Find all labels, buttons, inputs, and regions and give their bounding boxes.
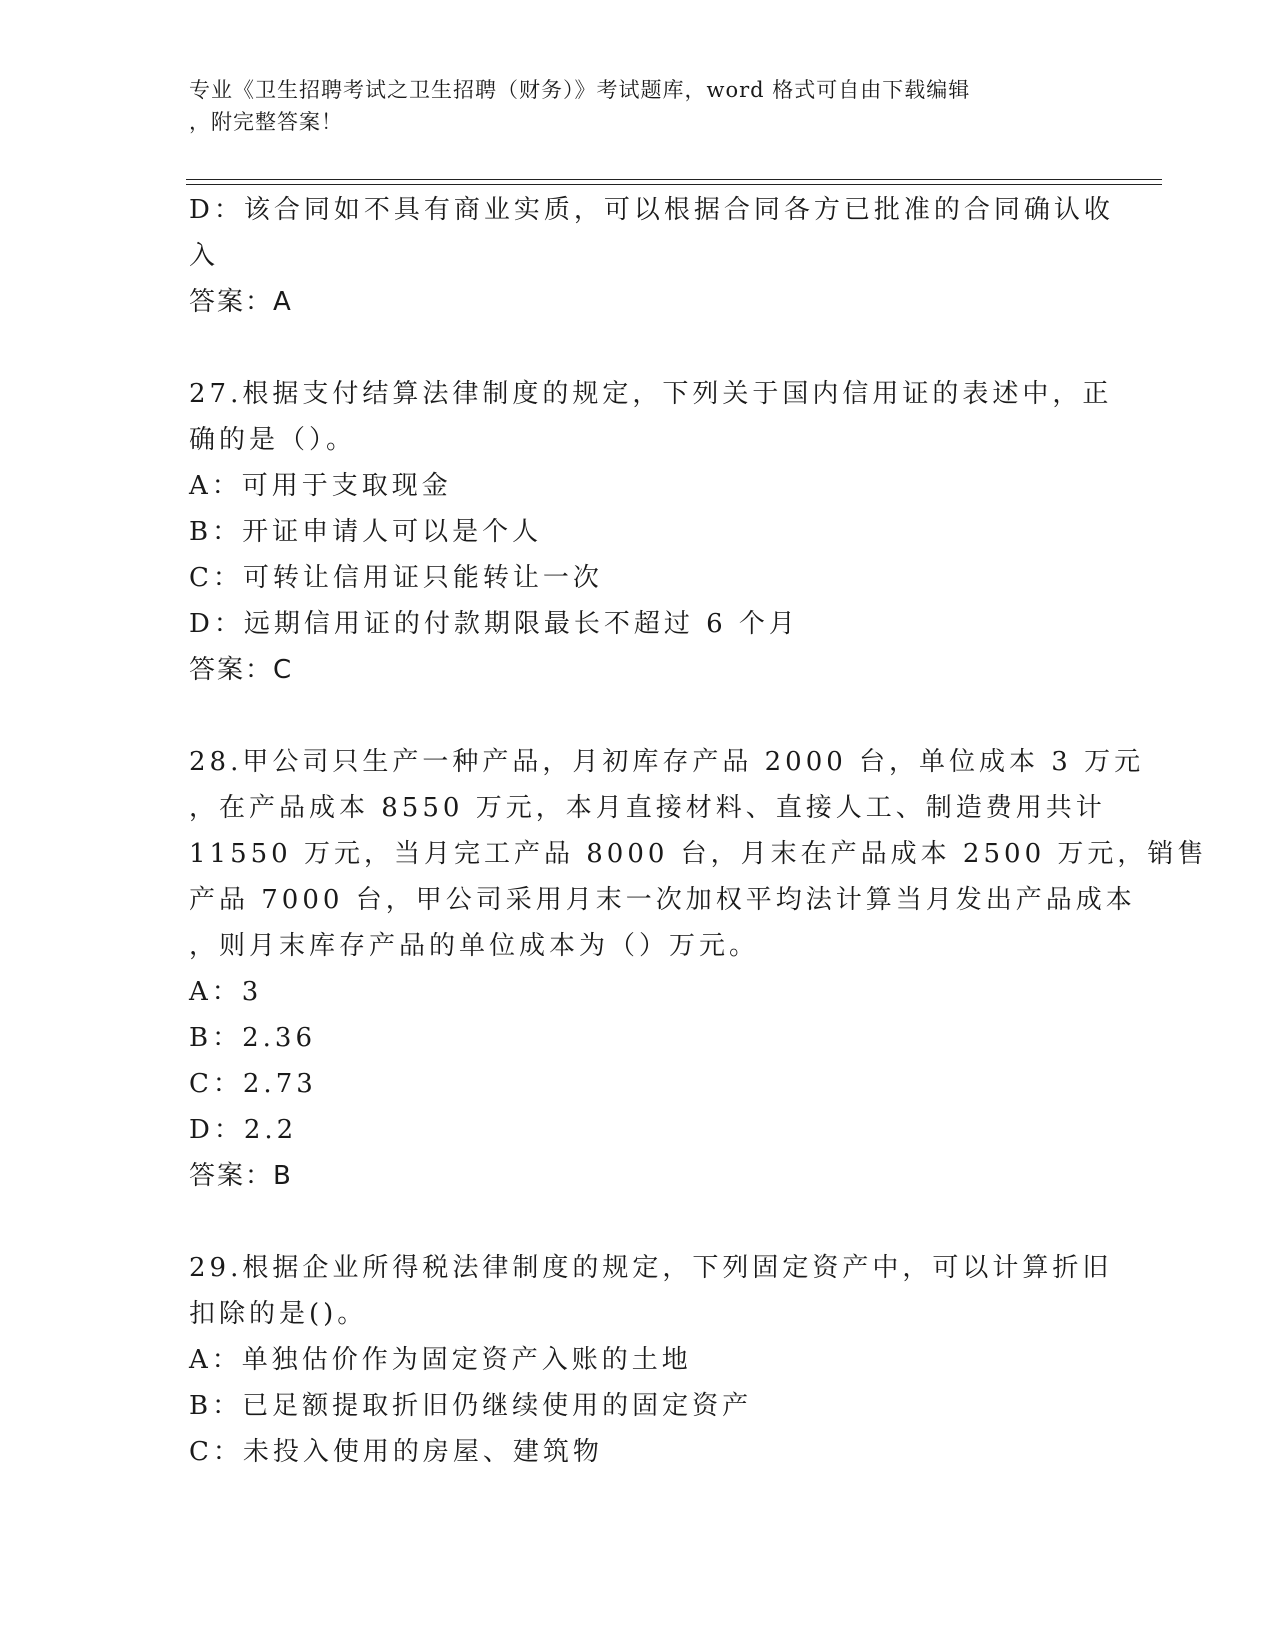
document-body (189, 187, 1208, 1475)
document-header (189, 74, 1089, 138)
question-29-option-a: A：单独估价作为固定资产入账的土地 (189, 1345, 692, 1375)
question-27-stem-line-1: 27.根据支付结算法律制度的规定，下列关于国内信用证的表述中，正 (189, 379, 1113, 409)
answer-26: 答案：A (189, 287, 293, 317)
question-29-stem-line-1: 29.根据企业所得税法律制度的规定，下列固定资产中，可以计算折旧 (189, 1253, 1113, 1283)
header-divider-top (186, 179, 1162, 180)
question-28-option-c: C：2.73 (189, 1069, 317, 1099)
answer-28: 答案：B (189, 1161, 293, 1191)
header-line-1: 专业《卫生招聘考试之卫生招聘（财务）》考试题库，word 格式可自由下载编辑 (189, 78, 971, 102)
question-28-stem-line-2: ，在产品成本 8550 万元，本月直接材料、直接人工、制造费用共计 (189, 793, 1106, 823)
question-29-option-b: B：已足额提取折旧仍继续使用的固定资产 (189, 1391, 753, 1421)
question-28-option-d: D：2.2 (189, 1115, 298, 1145)
question-28-stem-line-1: 28.甲公司只生产一种产品，月初库存产品 2000 台，单位成本 3 万元 (189, 747, 1145, 777)
header-divider-bottom (186, 184, 1162, 185)
question-27 (189, 371, 1113, 693)
question-28-stem-line-5: ，则月末库存产品的单位成本为（）万元。 (189, 931, 760, 961)
spacer (189, 693, 1089, 739)
option-d-line-1: D：该合同如不具有商业实质，可以根据合同各方已批准的合同确认收 (189, 195, 1114, 225)
question-28-stem-line-3: 11550 万元，当月完工产品 8000 台，月末在产品成本 2500 万元，销售 (189, 839, 1208, 869)
spacer (189, 325, 1089, 371)
question-28-option-a: A：3 (189, 977, 263, 1007)
question-27-option-d: D：远期信用证的付款期限最长不超过 6 个月 (189, 609, 799, 639)
answer-27: 答案：C (189, 655, 294, 685)
question-28 (189, 739, 1208, 1199)
question-29-option-c: C：未投入使用的房屋、建筑物 (189, 1437, 603, 1467)
question-29-stem-line-2: 扣除的是()。 (189, 1299, 368, 1329)
question-28-option-b: B：2.36 (189, 1023, 316, 1053)
header-line-2: ，附完整答案！ (189, 110, 343, 134)
question-27-stem-line-2: 确的是（）。 (189, 425, 357, 455)
question-27-option-b: B：开证申请人可以是个人 (189, 517, 543, 547)
question-29 (189, 1245, 1113, 1475)
question-27-option-c: C：可转让信用证只能转让一次 (189, 563, 603, 593)
option-d-line-2: 入 (189, 241, 220, 271)
question-28-stem-line-4: 产品 7000 台，甲公司采用月末一次加权平均法计算当月发出产品成本 (189, 885, 1136, 915)
spacer (189, 1199, 1089, 1245)
question-27-option-a: A：可用于支取现金 (189, 471, 452, 501)
